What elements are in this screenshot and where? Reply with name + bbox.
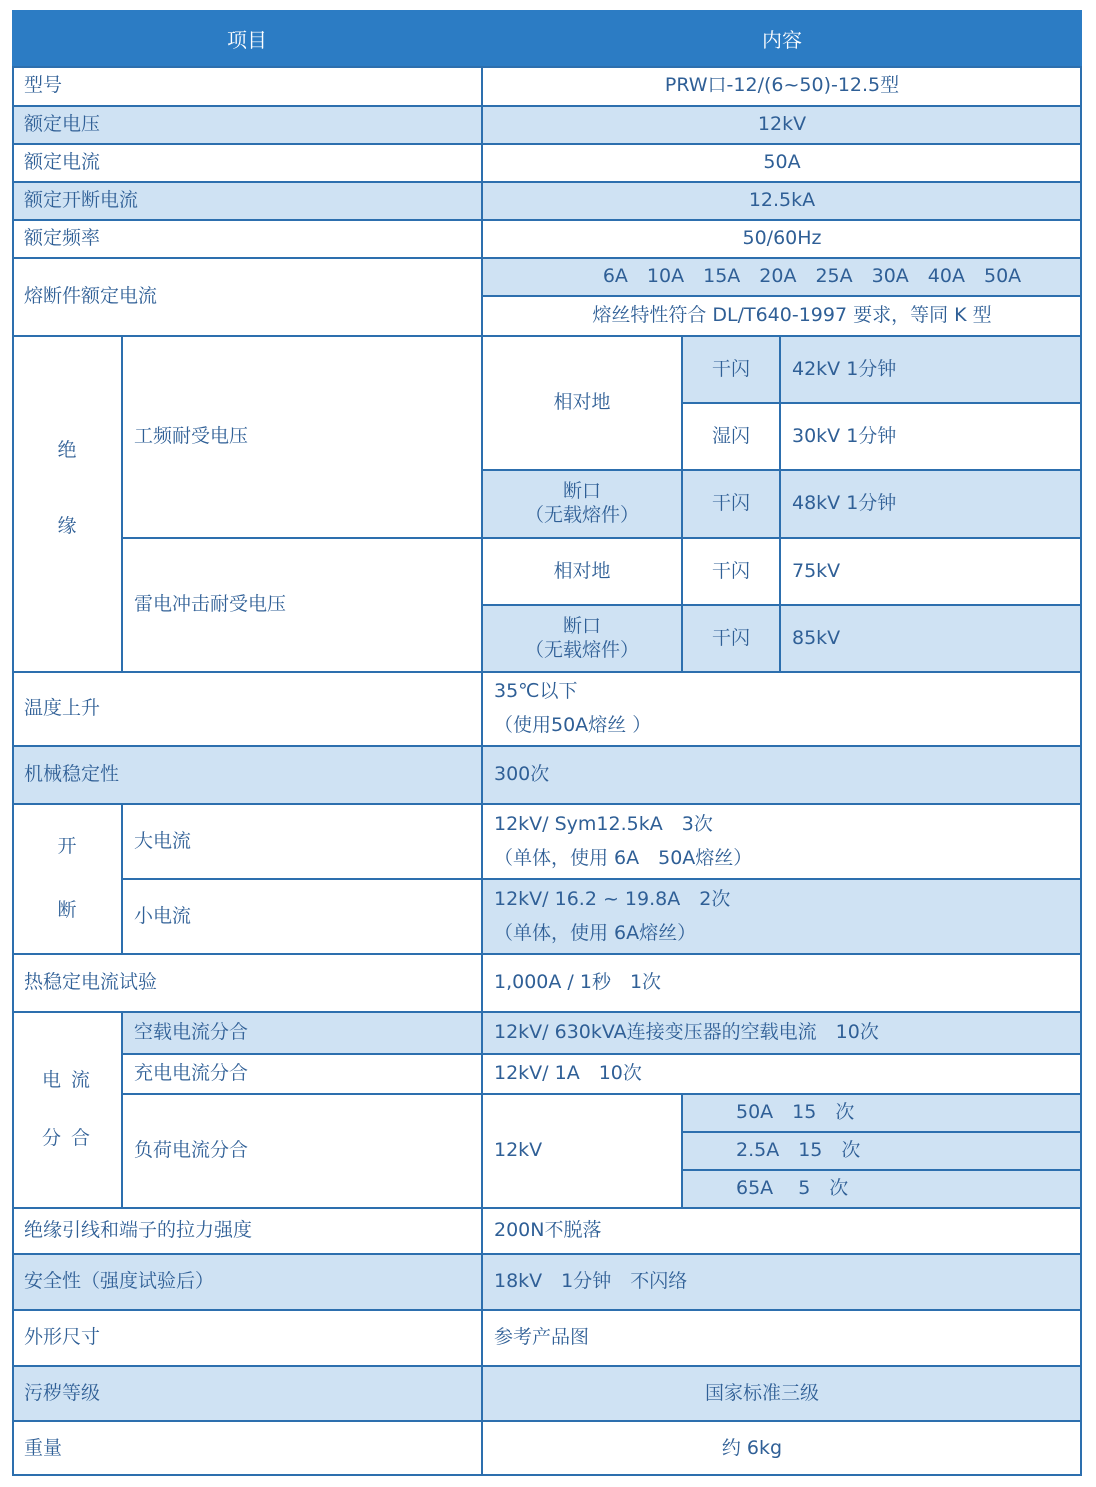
grid-line bbox=[12, 335, 1082, 337]
li-dry-value: 75kV bbox=[792, 559, 841, 582]
temperature-rise-line2: （使用50A熔丝 ） bbox=[494, 714, 652, 736]
pf-dry-flash: 干闪 bbox=[682, 336, 780, 403]
large-current-line1: 12kV/ Sym12.5kA 3次 bbox=[494, 812, 713, 835]
grid-line bbox=[482, 295, 1082, 297]
thermal-stability-label: 热稳定电流试验 bbox=[24, 971, 158, 994]
model-label: 型号 bbox=[24, 74, 63, 97]
grid-line bbox=[481, 66, 483, 1476]
current-switching-line1: 电 流 bbox=[41, 1069, 93, 1092]
grid-line bbox=[12, 1420, 1082, 1422]
grid-line bbox=[682, 1169, 1082, 1171]
grid-line bbox=[12, 671, 1082, 673]
breaking-char-1: 开 bbox=[57, 835, 77, 858]
grid-line bbox=[12, 105, 1082, 107]
temperature-rise-label: 温度上升 bbox=[24, 697, 101, 720]
rated-current-value: 50A bbox=[763, 151, 801, 174]
li-phase-to-ground: 相对地 bbox=[553, 559, 611, 582]
load-switching-row-3: 65A 5 次 bbox=[682, 1170, 1082, 1208]
rated-voltage-label: 额定电压 bbox=[12, 106, 482, 144]
lead-strength-value: 200N不脱落 bbox=[494, 1219, 602, 1242]
pf-break-gap-line2: （无载熔件） bbox=[524, 504, 639, 526]
no-load-switching-label: 空载电流分合 bbox=[122, 1012, 482, 1054]
grid-line bbox=[12, 257, 1082, 259]
grid-line bbox=[12, 803, 1082, 805]
rated-current-label: 额定电流 bbox=[24, 151, 101, 174]
large-current-label: 大电流 bbox=[134, 829, 192, 852]
thermal-stability-value: 1,000A / 1秒 1次 bbox=[494, 971, 662, 994]
grid-line bbox=[779, 336, 781, 672]
grid-line bbox=[122, 537, 1082, 539]
rated-frequency-value: 50/60Hz bbox=[742, 227, 822, 250]
breaking-char-2: 断 bbox=[57, 899, 77, 921]
grid-line bbox=[12, 219, 1082, 221]
grid-line bbox=[681, 1094, 683, 1208]
charging-switching-value: 12kV/ 1A 10次 bbox=[494, 1062, 642, 1085]
grid-line bbox=[12, 181, 1082, 183]
small-current-line1: 12kV/ 16.2 ~ 19.8A 2次 bbox=[494, 887, 731, 910]
grid-line bbox=[12, 1207, 1082, 1209]
dimensions-label: 外形尺寸 bbox=[24, 1326, 101, 1349]
grid-line bbox=[12, 1309, 1082, 1311]
lightning-withstand-label: 雷电冲击耐受电压 bbox=[134, 593, 287, 616]
fuse-rated-current-values: 6A 10A 15A 20A 25A 30A 40A 50A bbox=[482, 258, 1082, 296]
rated-breaking-current-value: 12.5kA bbox=[482, 182, 1082, 220]
rated-voltage-value: 12kV bbox=[482, 106, 1082, 144]
header-item: 项目 bbox=[12, 10, 482, 66]
load-switching-row-1: 50A 15 次 bbox=[682, 1094, 1082, 1132]
li-dry-flash: 干闪 bbox=[711, 559, 750, 582]
load-switching-label: 负荷电流分合 bbox=[134, 1139, 249, 1162]
grid-line bbox=[482, 604, 1082, 606]
pollution-level-label: 污秽等级 bbox=[12, 1366, 482, 1421]
grid-line bbox=[681, 336, 683, 672]
pf-break-value: 48kV 1分钟 bbox=[780, 470, 1082, 538]
grid-line bbox=[12, 1253, 1082, 1255]
safety-label: 安全性（强度试验后） bbox=[12, 1254, 482, 1310]
li-break-value: 85kV bbox=[780, 605, 1082, 672]
temperature-rise-line1: 35℃以下 bbox=[494, 680, 578, 703]
large-current-line2: （单体，使用 6A 50A熔丝） bbox=[494, 846, 753, 869]
table-frame bbox=[12, 66, 1082, 1476]
small-current-line2: （单体，使用 6A熔丝） bbox=[494, 921, 697, 944]
grid-line bbox=[122, 1053, 1082, 1055]
grid-line bbox=[12, 1365, 1082, 1367]
weight-value: 约 6kg bbox=[721, 1436, 783, 1459]
pollution-level-value: 国家标准三级 bbox=[482, 1366, 1042, 1421]
current-switching-line2: 分 合 bbox=[41, 1127, 93, 1149]
fuse-rated-current-label: 熔断件额定电流 bbox=[24, 285, 158, 308]
grid-line bbox=[12, 953, 1082, 955]
grid-line bbox=[12, 745, 1082, 747]
fuse-characteristic-note: 熔丝特性符合 DL/T640-1997 要求，等同 K 型 bbox=[592, 304, 992, 327]
mechanical-stability-value: 300次 bbox=[482, 746, 1082, 804]
pf-dry-value: 42kV 1分钟 bbox=[780, 336, 1082, 403]
grid-line bbox=[122, 1093, 1082, 1095]
grid-line bbox=[121, 336, 123, 672]
grid-line bbox=[12, 143, 1082, 145]
li-break-dry-flash: 干闪 bbox=[682, 605, 780, 672]
rated-frequency-label: 额定频率 bbox=[24, 227, 101, 250]
pf-wet-flash: 湿闪 bbox=[711, 424, 750, 447]
pf-wet-value: 30kV 1分钟 bbox=[792, 424, 897, 447]
li-break-gap-line1: 断口 bbox=[562, 614, 601, 637]
grid-line bbox=[121, 1012, 123, 1208]
grid-line bbox=[122, 878, 1082, 880]
li-break-gap-line2: （无载熔件） bbox=[524, 638, 639, 661]
small-current-label: 小电流 bbox=[134, 904, 192, 927]
safety-value: 18kV 1分钟 不闪络 bbox=[482, 1254, 1082, 1310]
model-value: PRW口-12/(6~50)-12.5型 bbox=[664, 74, 900, 97]
load-switching-row-2: 2.5A 15 次 bbox=[682, 1132, 1082, 1170]
spec-table bbox=[12, 10, 1082, 1476]
rated-breaking-current-label: 额定开断电流 bbox=[12, 182, 482, 220]
grid-line bbox=[682, 402, 1082, 404]
no-load-switching-value: 12kV/ 630kVA连接变压器的空载电流 10次 bbox=[482, 1012, 1082, 1054]
pf-break-gap-line1: 断口 bbox=[562, 480, 601, 503]
dimensions-value: 参考产品图 bbox=[494, 1326, 590, 1349]
weight-label: 重量 bbox=[24, 1436, 63, 1459]
grid-line bbox=[682, 1131, 1082, 1133]
insulation-char-1: 绝 bbox=[57, 439, 77, 462]
load-switching-voltage: 12kV bbox=[494, 1139, 543, 1162]
pf-phase-to-ground: 相对地 bbox=[553, 391, 611, 414]
pf-break-dry-flash: 干闪 bbox=[682, 470, 780, 538]
header-content: 内容 bbox=[482, 10, 1082, 66]
grid-line bbox=[12, 1011, 1082, 1013]
charging-switching-label: 充电电流分合 bbox=[134, 1062, 249, 1085]
lead-strength-label: 绝缘引线和端子的拉力强度 bbox=[24, 1219, 253, 1242]
power-frequency-withstand-label: 工频耐受电压 bbox=[134, 425, 249, 448]
mechanical-stability-label: 机械稳定性 bbox=[12, 746, 482, 804]
grid-line bbox=[482, 469, 1082, 471]
insulation-char-2: 缘 bbox=[57, 515, 77, 537]
